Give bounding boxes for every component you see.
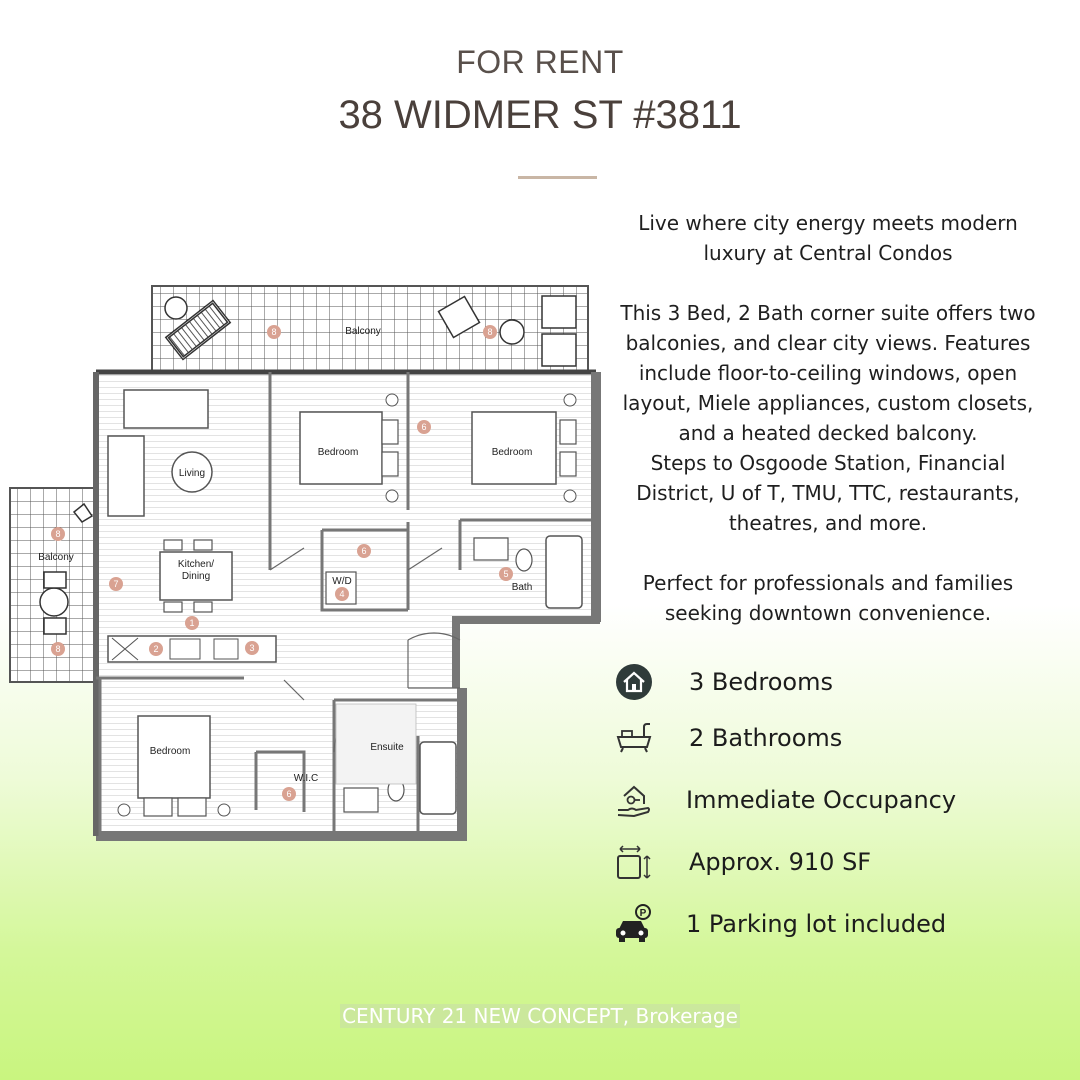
desc-line: layout, Miele appliances, custom closets, xyxy=(622,391,1034,415)
svg-text:8: 8 xyxy=(55,529,61,539)
desc-line: seeking downtown convenience. xyxy=(664,601,992,625)
feature-label: 1 Parking lot included xyxy=(686,910,947,938)
svg-text:2: 2 xyxy=(153,644,159,654)
room-label-bedroom-a: Bedroom xyxy=(317,447,359,458)
area-measure-icon xyxy=(612,840,656,884)
room-label-kitchen-1: Kitchen/ xyxy=(177,559,215,570)
desc-line: theatres, and more. xyxy=(728,511,928,535)
room-label-wd: W/D xyxy=(332,576,352,587)
listing-header xyxy=(0,44,1080,138)
feature-area xyxy=(612,840,871,884)
desc-line: balconies, and clear city views. Features xyxy=(625,331,1031,355)
svg-text:P: P xyxy=(639,908,647,919)
marker-8a xyxy=(267,325,281,339)
desc-line: luxury at Central Condos xyxy=(703,241,953,265)
room-label-bath: Bath xyxy=(511,582,533,593)
feature-bedrooms xyxy=(612,660,833,704)
svg-text:3: 3 xyxy=(249,643,255,653)
brokerage-name: CENTURY 21 NEW CONCEPT, Brokerage xyxy=(342,1004,738,1028)
feature-label: 2 Bathrooms xyxy=(689,724,843,752)
desc-line: include floor-to-ceiling windows, open xyxy=(638,361,1018,385)
brokerage-footer xyxy=(0,1004,1080,1028)
desc-line: Live where city energy meets modern xyxy=(638,211,1018,235)
svg-text:1: 1 xyxy=(189,618,195,628)
bathtub-icon xyxy=(612,716,656,760)
room-label-living: Living xyxy=(178,468,206,479)
marker-6c xyxy=(282,787,296,801)
room-label-wic: W.I.C xyxy=(293,773,319,784)
svg-text:5: 5 xyxy=(503,569,509,579)
hand-house-key-icon xyxy=(612,778,656,822)
svg-text:6: 6 xyxy=(361,546,367,556)
room-label-bedroom-b: Bedroom xyxy=(491,447,533,458)
room-label-bedroom-c: Bedroom xyxy=(149,746,191,757)
svg-text:7: 7 xyxy=(113,579,119,589)
svg-text:8: 8 xyxy=(55,644,61,654)
marker-8d xyxy=(51,642,65,656)
marker-4 xyxy=(335,587,349,601)
listing-address: 38 WIDMER ST #3811 xyxy=(338,93,742,137)
desc-line: Perfect for professionals and families xyxy=(642,571,1014,595)
feature-label: Immediate Occupancy xyxy=(686,786,957,814)
room-label-balcony-top: Balcony xyxy=(345,326,381,337)
desc-line: and a heated decked balcony. xyxy=(678,421,978,445)
marker-6a xyxy=(417,420,431,434)
svg-text:8: 8 xyxy=(271,327,277,337)
desc-line: This 3 Bed, 2 Bath corner suite offers two xyxy=(620,301,1036,325)
listing-description xyxy=(612,208,1044,628)
feature-label: 3 Bedrooms xyxy=(689,668,833,696)
room-label-ensuite: Ensuite xyxy=(370,742,404,753)
listing-type: FOR RENT xyxy=(456,44,624,80)
marker-5 xyxy=(499,567,513,581)
svg-text:6: 6 xyxy=(286,789,292,799)
room-label-kitchen-2: Dining xyxy=(181,571,211,582)
marker-7 xyxy=(109,577,123,591)
marker-3 xyxy=(245,641,259,655)
marker-2 xyxy=(149,642,163,656)
house-icon xyxy=(612,660,656,704)
desc-line: District, U of T, TMU, TTC, restaurants, xyxy=(636,481,1020,505)
feature-bathrooms xyxy=(612,716,842,760)
svg-text:8: 8 xyxy=(487,327,493,337)
title-divider xyxy=(518,176,597,179)
marker-8b xyxy=(483,325,497,339)
floor-plan xyxy=(4,280,604,842)
svg-text:6: 6 xyxy=(421,422,427,432)
desc-line: Steps to Osgoode Station, Financial xyxy=(650,451,1006,475)
svg-text:4: 4 xyxy=(339,589,345,599)
marker-6b xyxy=(357,544,371,558)
feature-parking xyxy=(612,902,946,946)
feature-occupancy xyxy=(612,778,956,822)
feature-label: Approx. 910 SF xyxy=(689,848,872,876)
marker-1 xyxy=(185,616,199,630)
room-label-balcony-left: Balcony xyxy=(38,552,74,563)
marker-8c xyxy=(51,527,65,541)
car-parking-icon xyxy=(612,902,656,946)
